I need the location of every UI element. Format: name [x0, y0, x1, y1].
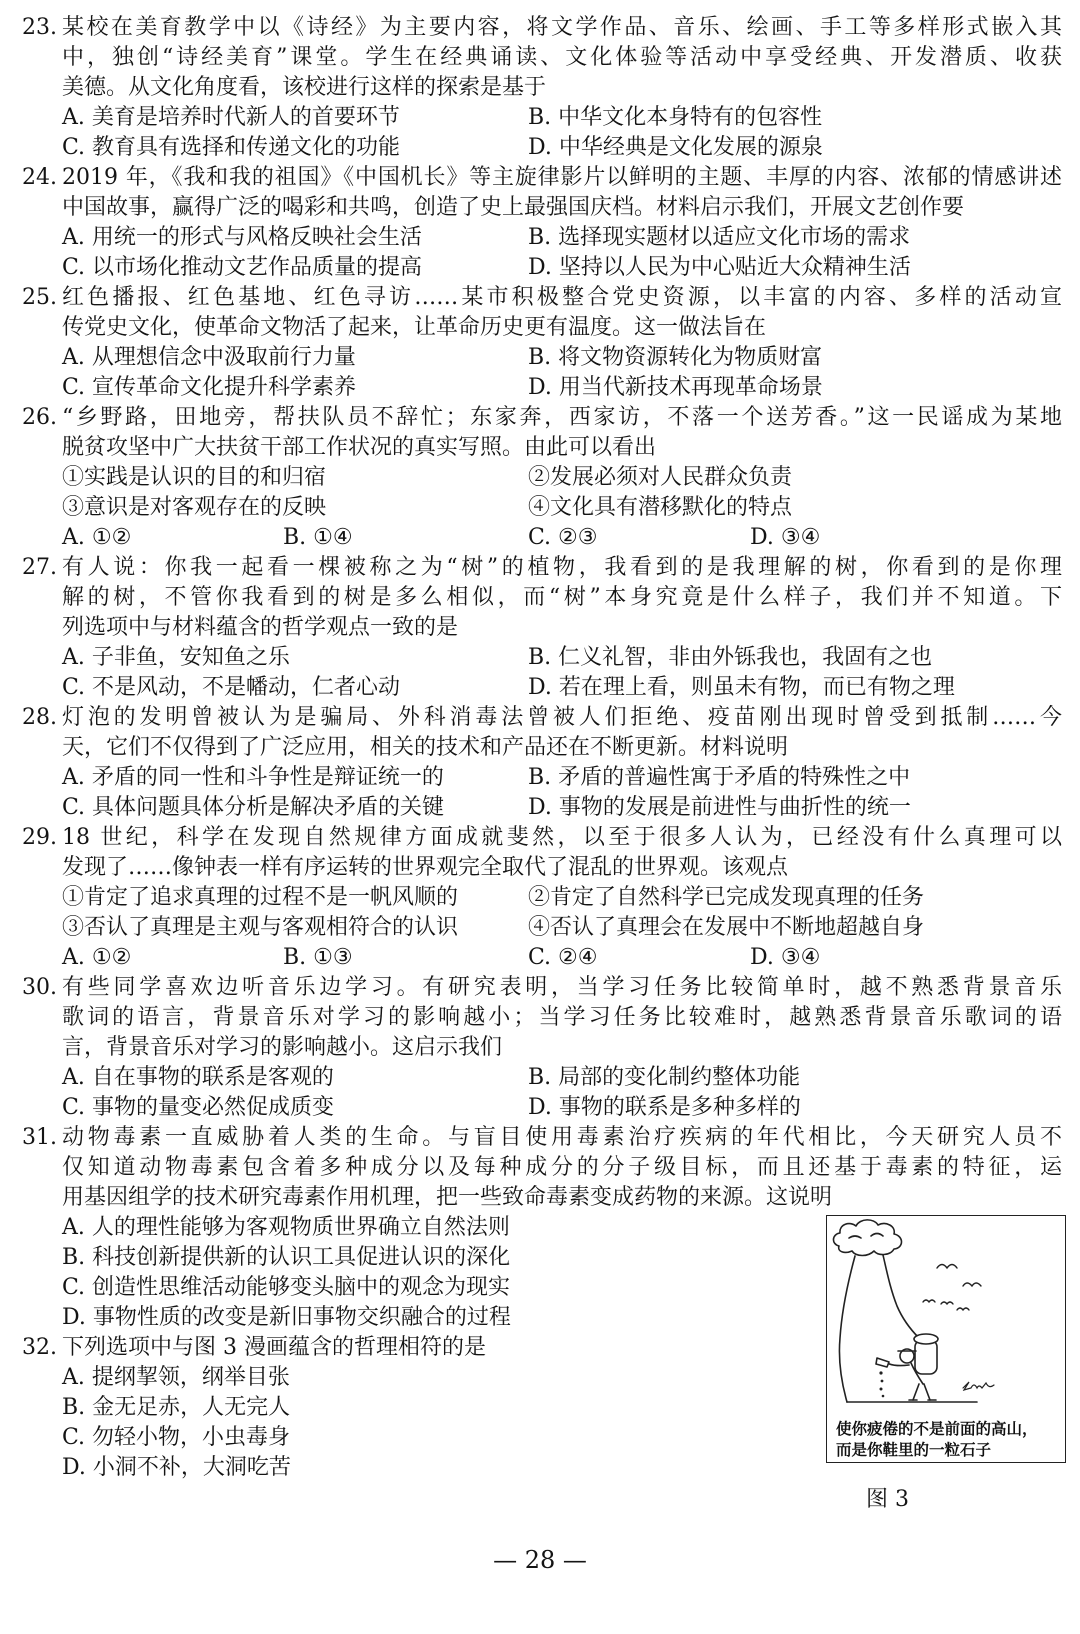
- question-30: [0, 973, 1080, 1123]
- option-text: 小洞不补，大洞吃苦: [92, 1455, 291, 1480]
- stem-text: “乡野路，田地旁，帮扶队员不辞忙；东家奔，西家访，不落一个送芳香。”这一民谣成为某地: [62, 405, 1062, 430]
- option-c: [62, 1273, 510, 1303]
- question-stem-line: [0, 973, 1080, 1003]
- option-b: [283, 523, 353, 553]
- option-label: A.: [62, 105, 85, 130]
- statements-row: [0, 463, 1080, 493]
- option-c: [62, 133, 400, 163]
- stem-text: 美德。从文化角度看，该校进行这样的探索是基于: [62, 75, 547, 100]
- question-27: [0, 553, 1080, 703]
- question-stem-line: [0, 733, 1080, 763]
- option-text: 科技创新提供新的认识工具促进认识的深化: [92, 1245, 511, 1270]
- option-text: 子非鱼，安知鱼之乐: [91, 645, 290, 670]
- option-c: [528, 943, 598, 973]
- option-text: ③④: [780, 945, 821, 970]
- option-label: C.: [62, 135, 86, 160]
- option-a: [62, 343, 356, 373]
- question-26: [0, 403, 1080, 553]
- option-label: B.: [528, 645, 552, 670]
- option-text: 选择现实题材以适应文化市场的需求: [558, 225, 911, 250]
- question-25: [0, 283, 1080, 403]
- option-a: [62, 523, 131, 553]
- option-c: [62, 1093, 334, 1123]
- option-label: A.: [62, 645, 85, 670]
- option-b: [528, 223, 910, 253]
- option-label: B.: [528, 105, 552, 130]
- option-text: 用当代新技术再现革命场景: [558, 375, 823, 400]
- option-text: 若在理上看，则虽未有物，而已有物之理: [558, 675, 955, 700]
- option-label: A.: [62, 345, 85, 370]
- question-stem-line: [0, 1183, 1080, 1213]
- statement-3: ③意识是对客观存在的反映: [62, 495, 327, 520]
- option-a: [62, 1063, 334, 1093]
- stem-text: 中，独创“诗经美育”课堂。学生在经典诵读、文化体验等活动中享受经典、开发潜质、收获: [62, 45, 1062, 70]
- statement-4: ④否认了真理会在发展中不断地超越自身: [528, 915, 925, 940]
- statements-row: [0, 913, 1080, 943]
- option-text: ①③: [313, 945, 353, 970]
- stem-text: 18 世纪，科学在发现自然规律方面成就斐然，以至于很多人认为，已经没有什么真理可以: [62, 825, 1062, 850]
- stem-text: 灯泡的发明曾被认为是骗局、外科消毒法曾被人们拒绝、疫苗刚出现时曾受到抵制……今: [62, 705, 1062, 730]
- question-stem-line: [0, 1033, 1080, 1063]
- figure-caption-line: 而是你鞋里的一粒石子: [836, 1440, 992, 1459]
- option-label: A.: [62, 1365, 85, 1390]
- option-label: D.: [528, 1095, 552, 1120]
- figure-label: 图 3: [866, 1487, 909, 1512]
- question-stem-line: [0, 853, 1080, 883]
- option-label: C.: [62, 255, 86, 280]
- question-number: 26.: [22, 405, 57, 430]
- question-number: 25.: [22, 285, 57, 310]
- option-text: 从理想信念中汲取前行力量: [91, 345, 356, 370]
- option-b: [528, 643, 932, 673]
- statement-2: ②肯定了自然科学已完成发现真理的任务: [528, 885, 925, 910]
- options-row: [0, 1093, 1080, 1123]
- stem-text: 天，它们不仅得到了广泛应用，相关的技术和产品还在不断更新。材料说明: [62, 735, 789, 760]
- option-text: ②③: [558, 525, 598, 550]
- statement-1: ①实践是认识的目的和归宿: [62, 465, 327, 490]
- option-b: [528, 103, 822, 133]
- option-b: [528, 763, 910, 793]
- option-d: [528, 793, 911, 823]
- options-row: [0, 643, 1080, 673]
- option-c: [62, 793, 444, 823]
- option-text: ①④: [313, 525, 353, 550]
- option-text: 中华经典是文化发展的源泉: [558, 135, 823, 160]
- stem-text: 红色播报、红色基地、红色寻访……某市积极整合党史资源，以丰富的内容、多样的活动宣: [62, 285, 1062, 310]
- question-number: 27.: [22, 555, 57, 580]
- question-stem-line: [0, 13, 1080, 43]
- option-label: D.: [750, 945, 774, 970]
- option-b: [62, 1393, 290, 1423]
- option-a: [62, 223, 422, 253]
- question-stem-line: [0, 283, 1080, 313]
- cloud-drawing: [833, 1220, 901, 1256]
- option-text: 金无足赤，人无完人: [92, 1395, 291, 1420]
- option-text: 提纲挈领，纲举目张: [91, 1365, 290, 1390]
- statement-2: ②发展必须对人民群众负责: [528, 465, 793, 490]
- question-stem-line: [0, 823, 1080, 853]
- statements-row: [0, 493, 1080, 523]
- signature-squiggle: [963, 1382, 994, 1390]
- option-text: 教育具有选择和传递文化的功能: [92, 135, 401, 160]
- option-text: ③④: [780, 525, 821, 550]
- options-row: [0, 103, 1080, 133]
- stem-text: 2019 年，《我和我的祖国》《中国机长》等主旋律影片以鲜明的主题、丰厚的内容、浓郁的情感讲述: [62, 165, 1062, 190]
- option-text: 矛盾的普遍性寓于矛盾的特殊性之中: [558, 765, 911, 790]
- option-c: [62, 373, 356, 403]
- stem-text: 用基因组学的技术研究毒素作用机理，把一些致命毒素变成药物的来源。这说明: [62, 1185, 833, 1210]
- option-label: C.: [62, 1425, 86, 1450]
- question-stem-line: [0, 703, 1080, 733]
- question-number: 29.: [22, 825, 57, 850]
- option-text: 中华文化本身特有的包容性: [558, 105, 823, 130]
- birds-drawing: [923, 1265, 981, 1311]
- stem-text: 有些同学喜欢边听音乐边学习。有研究表明，当学习任务比较简单时，越不熟悉背景音乐: [62, 975, 1062, 1000]
- options-row: [0, 763, 1080, 793]
- stem-text: 脱贫攻坚中广大扶贫干部工作状况的真实写照。由此可以看出: [62, 435, 657, 460]
- stem-text: 列选项中与材料蕴含的哲学观点一致的是: [62, 615, 459, 640]
- option-text: 事物的量变必然促成质变: [92, 1095, 335, 1120]
- option-d: [528, 1093, 801, 1123]
- option-a: [62, 943, 131, 973]
- option-label: B.: [283, 945, 307, 970]
- stem-text: 解的树，不管你我看到的树是多么相似，而“树”本身究竟是什么样子，我们并不知道。下: [62, 585, 1062, 610]
- question-stem-line: [0, 1123, 1080, 1153]
- option-d: [528, 373, 823, 403]
- option-label: C.: [62, 795, 86, 820]
- option-b: [528, 1063, 800, 1093]
- figure-3-cartoon: [826, 1215, 1066, 1463]
- option-text: 人的理性能够为客观物质世界确立自然法则: [91, 1215, 510, 1240]
- options-row: [0, 253, 1080, 283]
- options-row: [0, 523, 1080, 553]
- option-label: D.: [528, 255, 552, 280]
- question-23: [0, 13, 1080, 163]
- options-row: [0, 943, 1080, 973]
- question-number: 24.: [22, 165, 57, 190]
- option-text: 坚持以人民为中心贴近大众精神生活: [558, 255, 911, 280]
- question-stem-line: [0, 43, 1080, 73]
- statement-1: ①肯定了追求真理的过程不是一帆风顺的: [62, 885, 459, 910]
- option-c: [62, 673, 400, 703]
- option-text: 事物性质的改变是新旧事物交织融合的过程: [92, 1305, 511, 1330]
- option-label: B.: [528, 345, 552, 370]
- option-label: C.: [528, 525, 552, 550]
- question-stem-line: [0, 403, 1080, 433]
- figure-caption-line: 使你疲倦的不是前面的高山，: [836, 1419, 1038, 1438]
- page-number: — 28 —: [493, 1546, 587, 1574]
- option-label: C.: [62, 375, 86, 400]
- option-label: B.: [283, 525, 307, 550]
- option-c: [528, 523, 598, 553]
- option-label: C.: [528, 945, 552, 970]
- option-c: [62, 253, 422, 283]
- options-row: [0, 343, 1080, 373]
- falling-stones: [879, 1371, 884, 1397]
- option-text: 事物的发展是前进性与曲折性的统一: [558, 795, 911, 820]
- options-row: [0, 223, 1080, 253]
- options-row: [0, 133, 1080, 163]
- option-text: 创造性思维活动能够变头脑中的观念为现实: [92, 1275, 511, 1300]
- option-a: [62, 1363, 290, 1393]
- stem-text: 动物毒素一直威胁着人类的生命。与盲目使用毒素治疗疾病的年代相比，今天研究人员不: [62, 1125, 1062, 1150]
- question-number: 32.: [22, 1335, 57, 1360]
- option-text: 不是风动，不是幡动，仁者心动: [92, 675, 401, 700]
- question-stem-line: [0, 313, 1080, 343]
- option-text: 事物的联系是多种多样的: [558, 1095, 801, 1120]
- stem-text: 发现了……像钟表一样有序运转的世界观完全取代了混乱的世界观。该观点: [62, 855, 789, 880]
- option-d: [528, 253, 911, 283]
- stem-text: 某校在美育教学中以《诗经》为主要内容，将文学作品、音乐、绘画、手工等多样形式嵌入其: [62, 15, 1062, 40]
- stem-text: 有人说：你我一起看一棵被称之为“树”的植物，我看到的是我理解的树，你看到的是你理: [62, 555, 1062, 580]
- option-d: [528, 133, 823, 163]
- option-c: [62, 1423, 290, 1453]
- option-d: [62, 1453, 291, 1483]
- stem-text: 下列选项中与图 3 漫画蕴含的哲理相符的是: [62, 1335, 486, 1360]
- option-text: ②④: [558, 945, 598, 970]
- option-label: A.: [62, 765, 85, 790]
- question-number: 30.: [22, 975, 57, 1000]
- question-stem-line: [0, 73, 1080, 103]
- option-text: 自在事物的联系是客观的: [91, 1065, 334, 1090]
- option-text: 将文物资源转化为物质财富: [558, 345, 823, 370]
- option-label: D.: [62, 1455, 86, 1480]
- option-text: 局部的变化制约整体功能: [558, 1065, 801, 1090]
- stem-text: 传党史文化，使革命文物活了起来，让革命历史更有温度。这一做法旨在: [62, 315, 767, 340]
- option-label: B.: [528, 765, 552, 790]
- options-row: [0, 673, 1080, 703]
- stem-text: 言，背景音乐对学习的影响越小。这启示我们: [62, 1035, 503, 1060]
- option-label: A.: [62, 1215, 85, 1240]
- option-text: 具体问题具体分析是解决矛盾的关键: [92, 795, 445, 820]
- option-text: ①②: [91, 945, 132, 970]
- option-b: [528, 343, 822, 373]
- option-label: B.: [62, 1245, 86, 1270]
- option-label: D.: [528, 375, 552, 400]
- option-label: D.: [750, 525, 774, 550]
- option-text: 仁义礼智，非由外铄我也，我固有之也: [558, 645, 933, 670]
- question-number: 23.: [22, 15, 57, 40]
- option-a: [62, 103, 400, 133]
- option-text: 美育是培养时代新人的首要环节: [91, 105, 400, 130]
- option-d: [750, 523, 820, 553]
- question-stem-line: [0, 163, 1080, 193]
- option-b: [62, 1243, 510, 1273]
- question-number: 28.: [22, 705, 57, 730]
- stem-text: 仅知道动物毒素包含着多种成分以及每种成分的分子级目标，而且还基于毒素的特征，运: [62, 1155, 1062, 1180]
- option-text: 用统一的形式与风格反映社会生活: [91, 225, 422, 250]
- option-text: ①②: [91, 525, 132, 550]
- question-stem-line: [0, 613, 1080, 643]
- option-label: B.: [528, 1065, 552, 1090]
- question-29: [0, 823, 1080, 973]
- question-24: [0, 163, 1080, 283]
- option-label: C.: [62, 1095, 86, 1120]
- question-stem-line: [0, 553, 1080, 583]
- options-row: [0, 793, 1080, 823]
- cartoon-illustration: [827, 1216, 1064, 1416]
- option-text: 矛盾的同一性和斗争性是辩证统一的: [91, 765, 444, 790]
- stem-text: 歌词的语言，背景音乐对学习的影响越小；当学习任务比较难时，越熟悉背景音乐歌词的语: [62, 1005, 1062, 1030]
- option-label: A.: [62, 1065, 85, 1090]
- mountain-drawing: [839, 1255, 977, 1402]
- stem-text: 中国故事，赢得广泛的喝彩和共鸣，创造了史上最强国庆档。材料启示我们，开展文艺创作要: [62, 195, 965, 220]
- option-label: D.: [528, 675, 552, 700]
- option-a: [62, 763, 444, 793]
- option-text: 勿轻小物，小虫毒身: [92, 1425, 291, 1450]
- question-stem-line: [0, 1003, 1080, 1033]
- question-stem-line: [0, 193, 1080, 223]
- option-text: 以市场化推动文艺作品质量的提高: [92, 255, 423, 280]
- option-label: D.: [62, 1305, 86, 1330]
- option-label: A.: [62, 945, 85, 970]
- option-label: C.: [62, 1275, 86, 1300]
- hiker-drawing: [876, 1334, 938, 1400]
- statement-4: ④文化具有潜移默化的特点: [528, 495, 793, 520]
- option-label: A.: [62, 225, 85, 250]
- statements-row: [0, 883, 1080, 913]
- option-label: B.: [528, 225, 552, 250]
- options-row: [0, 373, 1080, 403]
- option-label: C.: [62, 675, 86, 700]
- option-a: [62, 1213, 510, 1243]
- question-stem-line: [0, 1153, 1080, 1183]
- question-stem-line: [0, 433, 1080, 463]
- question-28: [0, 703, 1080, 823]
- option-text: 宣传革命文化提升科学素养: [92, 375, 357, 400]
- option-d: [528, 673, 955, 703]
- option-label: A.: [62, 525, 85, 550]
- statement-3: ③否认了真理是主观与客观相符合的认识: [62, 915, 459, 940]
- option-label: D.: [528, 135, 552, 160]
- option-b: [283, 943, 353, 973]
- option-a: [62, 643, 290, 673]
- question-stem-line: [0, 583, 1080, 613]
- question-number: 31.: [22, 1125, 57, 1150]
- option-d: [750, 943, 820, 973]
- option-d: [62, 1303, 511, 1333]
- option-label: B.: [62, 1395, 86, 1420]
- option-label: D.: [528, 795, 552, 820]
- options-row: [0, 1063, 1080, 1093]
